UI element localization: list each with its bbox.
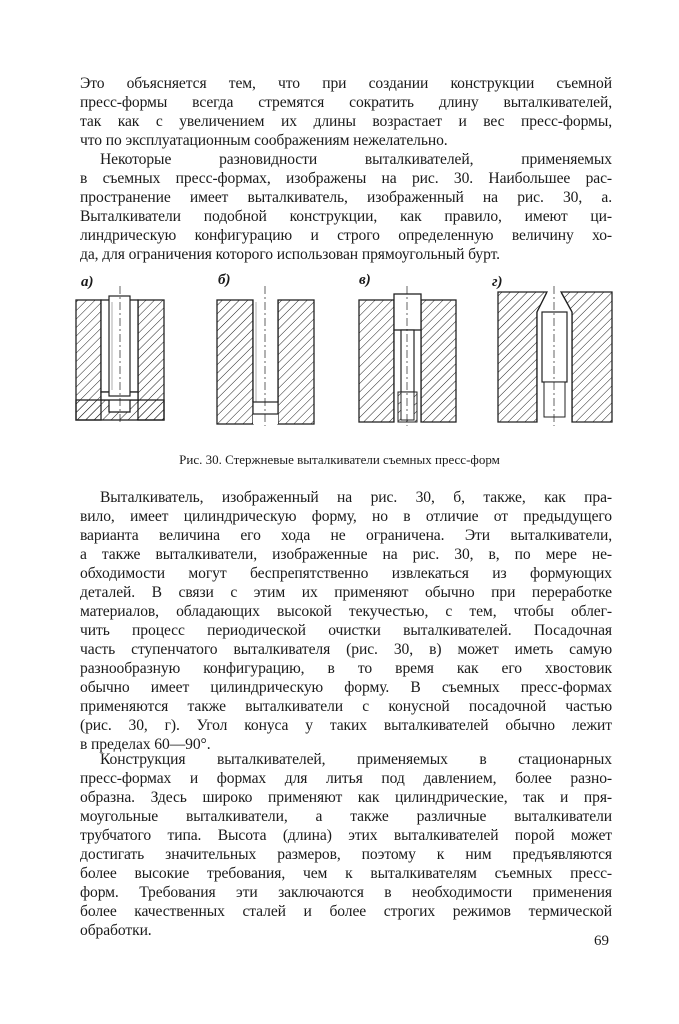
text-line: трубчатого типа. Высота (длина) этих выталкивателей порой может bbox=[80, 827, 612, 844]
text-line: Некоторые разновидности выталкивателей, применяемых bbox=[100, 151, 612, 168]
page-number: 69 bbox=[594, 933, 609, 949]
figure-drawings bbox=[72, 272, 617, 428]
text-line: применяются также выталкиватели с конусной посадочной частью bbox=[80, 698, 612, 715]
ejector-b-drawing bbox=[217, 286, 314, 426]
ejector-a-drawing bbox=[76, 286, 164, 424]
figure-label-a: а) bbox=[81, 274, 94, 290]
text-line: Это объясняется тем, что при создании конструкции съемной bbox=[80, 75, 612, 92]
text-line: варианта величина его хода не ограничена. Эти выталкиватели, bbox=[80, 527, 612, 544]
text-line: обработки. bbox=[80, 922, 152, 939]
text-line: обычно имеет цилиндрическую форму. В съемных пресс-формах bbox=[80, 679, 612, 696]
figure-caption: Рис. 30. Стержневые выталкиватели съемных пресс-форм bbox=[179, 452, 500, 467]
text-line: Конструкция выталкивателей, применяемых в стационарных bbox=[100, 751, 612, 768]
paragraph-3 bbox=[80, 488, 612, 754]
text-line: достигать значительных размеров, поэтому к ним предъявляются bbox=[80, 846, 612, 863]
text-line: форм. Требования эти заключаются в необходимости применения bbox=[80, 884, 612, 901]
ejector-v-drawing bbox=[359, 286, 456, 426]
paragraph-4 bbox=[80, 750, 612, 940]
figure-label-g: г) bbox=[492, 274, 503, 290]
text-line: пресс-формах и формах для литья под давлением, более разно- bbox=[80, 770, 612, 787]
text-line: часть ступенчатого выталкивателя (рис. 30, в) может иметь самую bbox=[80, 641, 612, 658]
text-line: обходимости могут беспрепятственно извлекаться из формующих bbox=[80, 565, 612, 582]
text-line: пресс-формы всегда стремятся сократить длину выталкивателей, bbox=[80, 94, 612, 111]
text-line: чить процесс периодической очистки выталкивателей. Посадочная bbox=[80, 622, 612, 639]
ejector-g-drawing bbox=[498, 286, 612, 426]
text-line: вило, имеет цилиндрическую форму, но в отличие от предыдущего bbox=[80, 508, 612, 525]
text-line: (рис. 30, г). Угол конуса у таких выталкивателей обычно лежит bbox=[80, 717, 612, 734]
text-line: да, для ограничения которого использован прямоугольный бурт. bbox=[80, 246, 500, 263]
text-line: так как с увеличением их длины возрастает и вес пресс-формы, bbox=[80, 113, 612, 130]
figure-label-b: б) bbox=[218, 272, 231, 288]
text-line: моугольные выталкиватели, а также различные выталкиватели bbox=[80, 808, 612, 825]
text-line: более качественных сталей и более строгих режимов термической bbox=[80, 903, 612, 920]
text-line: Выталкиватели подобной конструкции, как правило, имеют ци- bbox=[80, 208, 612, 225]
text-line: пространение имеет выталкиватель, изображенный на рис. 30, а. bbox=[80, 189, 612, 206]
text-line: Выталкиватель, изображенный на рис. 30, б, также, как пра- bbox=[100, 489, 612, 506]
text-line: что по эксплуатационным соображениям нежелательно. bbox=[80, 132, 448, 149]
text-line: образна. Здесь широко применяют как цилиндрические, так и пря- bbox=[80, 789, 612, 806]
text-line: более высокие требования, чем к выталкивателям съемных пресс- bbox=[80, 865, 612, 882]
text-line: разнообразную конфигурацию, в то время как его хвостовик bbox=[80, 660, 612, 677]
text-line: в пределах 60—90°. bbox=[80, 736, 211, 753]
figure-30 bbox=[72, 272, 617, 428]
text-line: деталей. В связи с этим их применяют обычно при переработке bbox=[80, 584, 612, 601]
figure-label-v: в) bbox=[359, 272, 371, 288]
text-line: линдрическую конфигурацию и строго определенную величину хо- bbox=[80, 227, 612, 244]
text-line: в съемных пресс-формах, изображены на рис. 30. Наибольшее рас- bbox=[80, 170, 612, 187]
text-line: материалов, обладающих высокой текучестью, с тем, чтобы облег- bbox=[80, 603, 612, 620]
paragraph-2 bbox=[80, 150, 612, 264]
text-line: а также выталкиватели, изображенные на рис. 30, в, по мере не- bbox=[80, 546, 612, 563]
paragraph-1 bbox=[80, 74, 612, 150]
